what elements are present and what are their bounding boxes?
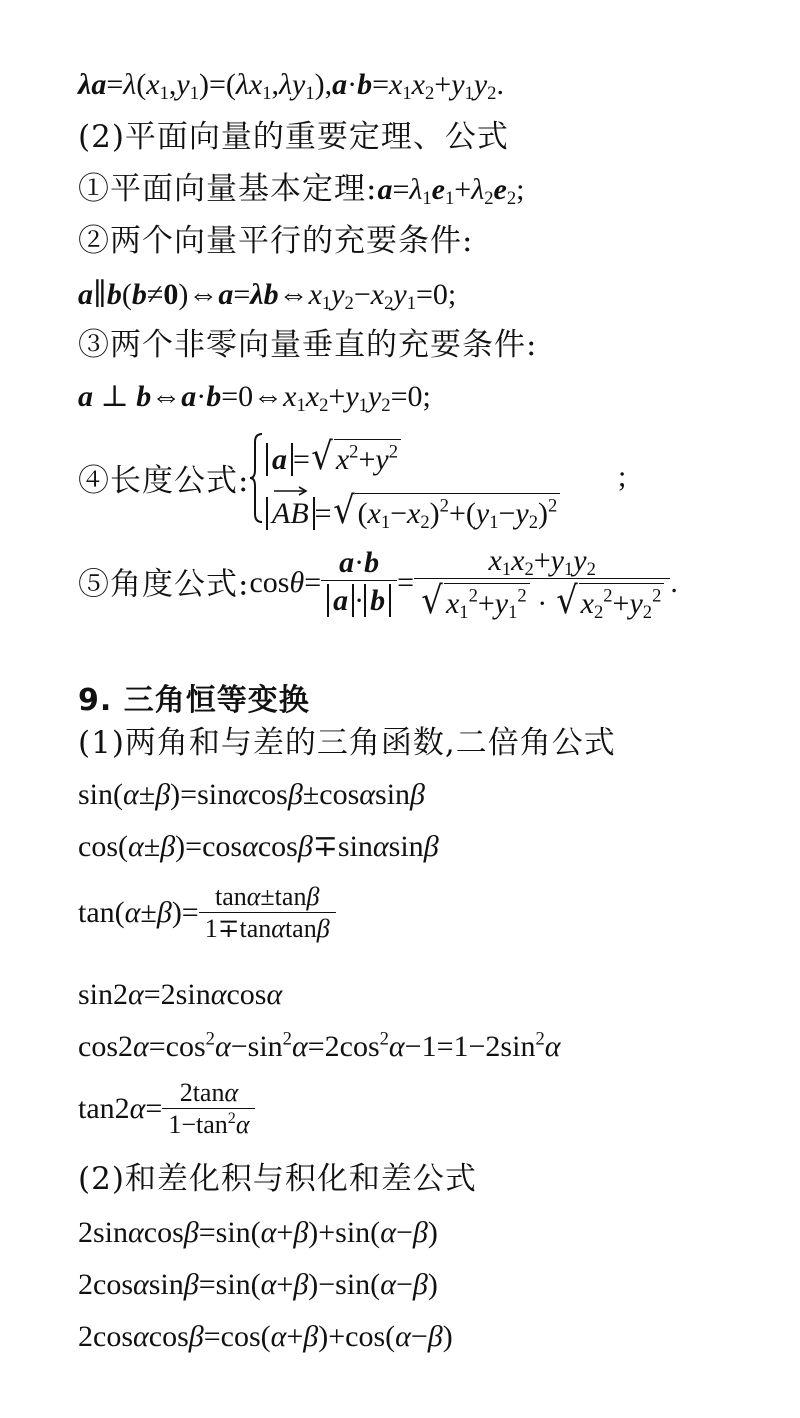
vector-subsection-2-title: (2)平面向量的重要定理、公式 xyxy=(78,119,509,155)
angle-formula-label: ⑤角度公式: xyxy=(78,566,250,603)
perpendicular-condition-label: ③两个非零向量垂直的充要条件: xyxy=(78,327,538,363)
length-formula-label: ④长度公式: xyxy=(78,463,250,499)
sin-double-formula: sin2α=2sinαcosα xyxy=(78,978,283,1011)
angle-formula-line xyxy=(78,544,678,624)
brace-icon xyxy=(248,432,264,524)
section-9-heading: 9. 三角恒等变换 xyxy=(78,683,310,718)
sin-sum-formula: sin(α±β)=sinαcosβ±cosαsinβ xyxy=(78,778,425,811)
perpendicular-condition-formula: a ⊥ $b\Leftrightarrow a\cdot b=0\Leftrightarrow x_1x_2+y_1y_2=0$; xyxy=(78,380,431,417)
product-to-sum-formula-2: 2cosαsinβ=sin(α+β)−sin(α−β) xyxy=(78,1268,438,1301)
cos-double-formula: $\cos 2\alpha=\cos^2\alpha-\sin^2\alpha=2\cos^2\alpha-1=1-2\sin^2\alpha$ xyxy=(78,1028,561,1063)
length-formula-end: ; xyxy=(618,460,627,493)
angle-formula: cosθ= $\frac{a\cdot b}{a \cdot b}$ = $x_1x_2+y_1y_2$ √ $x_1^2+y_1^2$ · √ $x_2^2+y_2^2$ . xyxy=(249,544,678,624)
basic-theorem-line xyxy=(78,171,525,210)
basic-theorem-formula: $a=\lambda_1e_1+\lambda_2e_2$; xyxy=(377,173,525,210)
trig-subsection-1-title: (1)两角和与差的三角函数,二倍角公式 xyxy=(78,725,616,761)
tan-sum-formula: tan(α±β)= $\frac{\tan\alpha\pm\tan\beta}{1\mp\tan\alpha\tan\beta}$ xyxy=(78,884,336,942)
tan-double-formula: tan2α= $\frac{2\tan\alpha}{1-\tan^2\alpha}$ xyxy=(78,1080,255,1138)
basic-theorem-label: ①平面向量基本定理: xyxy=(78,171,378,207)
parallel-condition-label: ②两个向量平行的充要条件: xyxy=(78,223,474,259)
trig-subsection-2-title: (2)和差化积与积化和差公式 xyxy=(78,1161,477,1197)
parallel-condition-formula: $a\parallel b(b\ne 0)\Leftrightarrow a=\lambda b\Leftrightarrow x_1y_2-x_2y_1=0$; xyxy=(78,278,457,315)
product-to-sum-formula-3: 2cosαcosβ=cos(α+β)+cos(α−β) xyxy=(78,1320,453,1353)
vector-coordinate-formula: $\lambda a=\lambda(x_1,y_1)=(\lambda x_1,\lambda y_1),a\cdot b=x_1x_2+y_1y_2$. xyxy=(78,68,504,105)
segment-length-formula: AB = √ $(x_1-x_2)^2+(y_1-y_2)^2$ xyxy=(266,492,560,530)
product-to-sum-formula-1: 2sinαcosβ=sin(α+β)+sin(α−β) xyxy=(78,1216,438,1249)
cos-sum-formula: cos(α±β)=cosαcosβ∓sinαsinβ xyxy=(78,830,439,863)
vector-length-formula: a = √ $x^2+y^2$ xyxy=(266,438,401,476)
